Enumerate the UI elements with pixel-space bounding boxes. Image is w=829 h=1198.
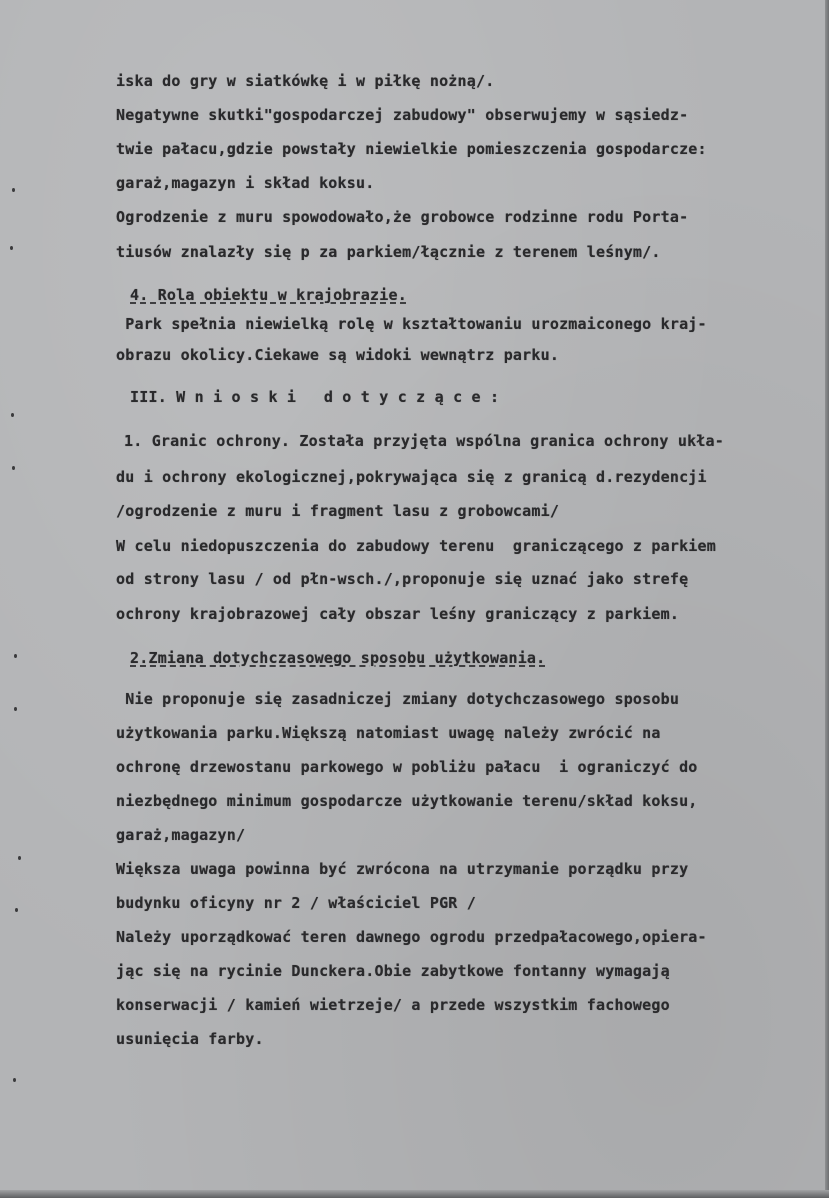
text-line: Nie proponuje się zasadniczej zmiany dotychczasowego sposobu xyxy=(116,690,680,708)
text-line: iska do gry w siatkówkę i w piłkę nożną/. xyxy=(116,72,495,90)
text-line: garaż,magazyn/ xyxy=(116,826,246,844)
text-line: jąc się na rycinie Dunckera.Obie zabytkowe fontanny wymagają xyxy=(116,962,670,980)
page-edge-right xyxy=(825,0,829,1198)
text-line: Ogrodzenie z muru spowodowało,że grobowce rodzinne rodu Porta- xyxy=(116,208,689,226)
page-edge-bottom xyxy=(0,1190,829,1198)
margin-speck xyxy=(11,413,14,417)
text-line: ochrony krajobrazowej cały obszar leśny graniczący z parkiem. xyxy=(116,605,680,623)
text-line: W celu niedopuszczenia do zabudowy terenu graniczącego z parkiem xyxy=(116,537,716,555)
text-line: /ogrodzenie z muru i fragment lasu z grobowcami/ xyxy=(116,502,560,520)
text-line: Park spełnia niewielką rolę w kształtowaniu urozmaiconego kraj- xyxy=(116,315,707,333)
text-line: użytkowania parku.Większą natomiast uwagę należy zwrócić na xyxy=(116,724,661,742)
text-line: niezbędnego minimum gospodarcze użytkowanie terenu/skład koksu, xyxy=(116,792,698,810)
margin-speck xyxy=(15,908,18,912)
text-line: twie pałacu,gdzie powstały niewielkie pomieszczenia gospodarcze: xyxy=(116,140,707,158)
margin-speck xyxy=(14,654,17,658)
margin-speck xyxy=(14,707,17,711)
text-line: konserwacji / kamień wietrzeje/ a przede wszystkim fachowego xyxy=(116,996,670,1014)
text-line: od strony lasu / od płn-wsch./,proponuje się uznać jako strefę xyxy=(116,570,689,588)
text-line: usunięcia farby. xyxy=(116,1030,264,1048)
margin-speck xyxy=(10,246,13,250)
text-line: Negatywne skutki"gospodarczej zabudowy" obserwujemy w sąsiedz- xyxy=(116,106,689,124)
section-heading: 2.Zmiana dotychczasowego sposobu użytkowania. xyxy=(130,649,546,667)
margin-speck xyxy=(13,1078,16,1082)
margin-speck xyxy=(12,466,15,470)
text-line: obrazu okolicy.Ciekawe są widoki wewnątrz parku. xyxy=(116,346,560,364)
text-line: du i ochrony ekologicznej,pokrywająca się z granicą d.rezydencji xyxy=(116,468,707,486)
text-line: tiusów znalazły się p za parkiem/łącznie z terenem leśnym/. xyxy=(116,243,661,261)
text-line: ochronę drzewostanu parkowego w pobliżu pałacu i ograniczyć do xyxy=(116,758,698,776)
section-heading: 4. Rola obiektu w krajobrazie. xyxy=(130,286,407,304)
section-heading: III. W n i o s k i d o t y c z ą c e : xyxy=(130,388,500,406)
margin-speck xyxy=(12,188,15,192)
text-line: budynku oficyny nr 2 / właściciel PGR / xyxy=(116,894,476,912)
margin-speck xyxy=(18,856,21,860)
text-line: garaż,magazyn i skład koksu. xyxy=(116,174,375,192)
text-line: Należy uporządkować teren dawnego ogrodu przedpałacowego,opiera- xyxy=(116,928,707,946)
text-line: Większa uwaga powinna być zwrócona na utrzymanie porządku przy xyxy=(116,860,689,878)
text-line: 1. Granic ochrony. Została przyjęta wspólna granica ochrony ukła- xyxy=(124,432,724,450)
